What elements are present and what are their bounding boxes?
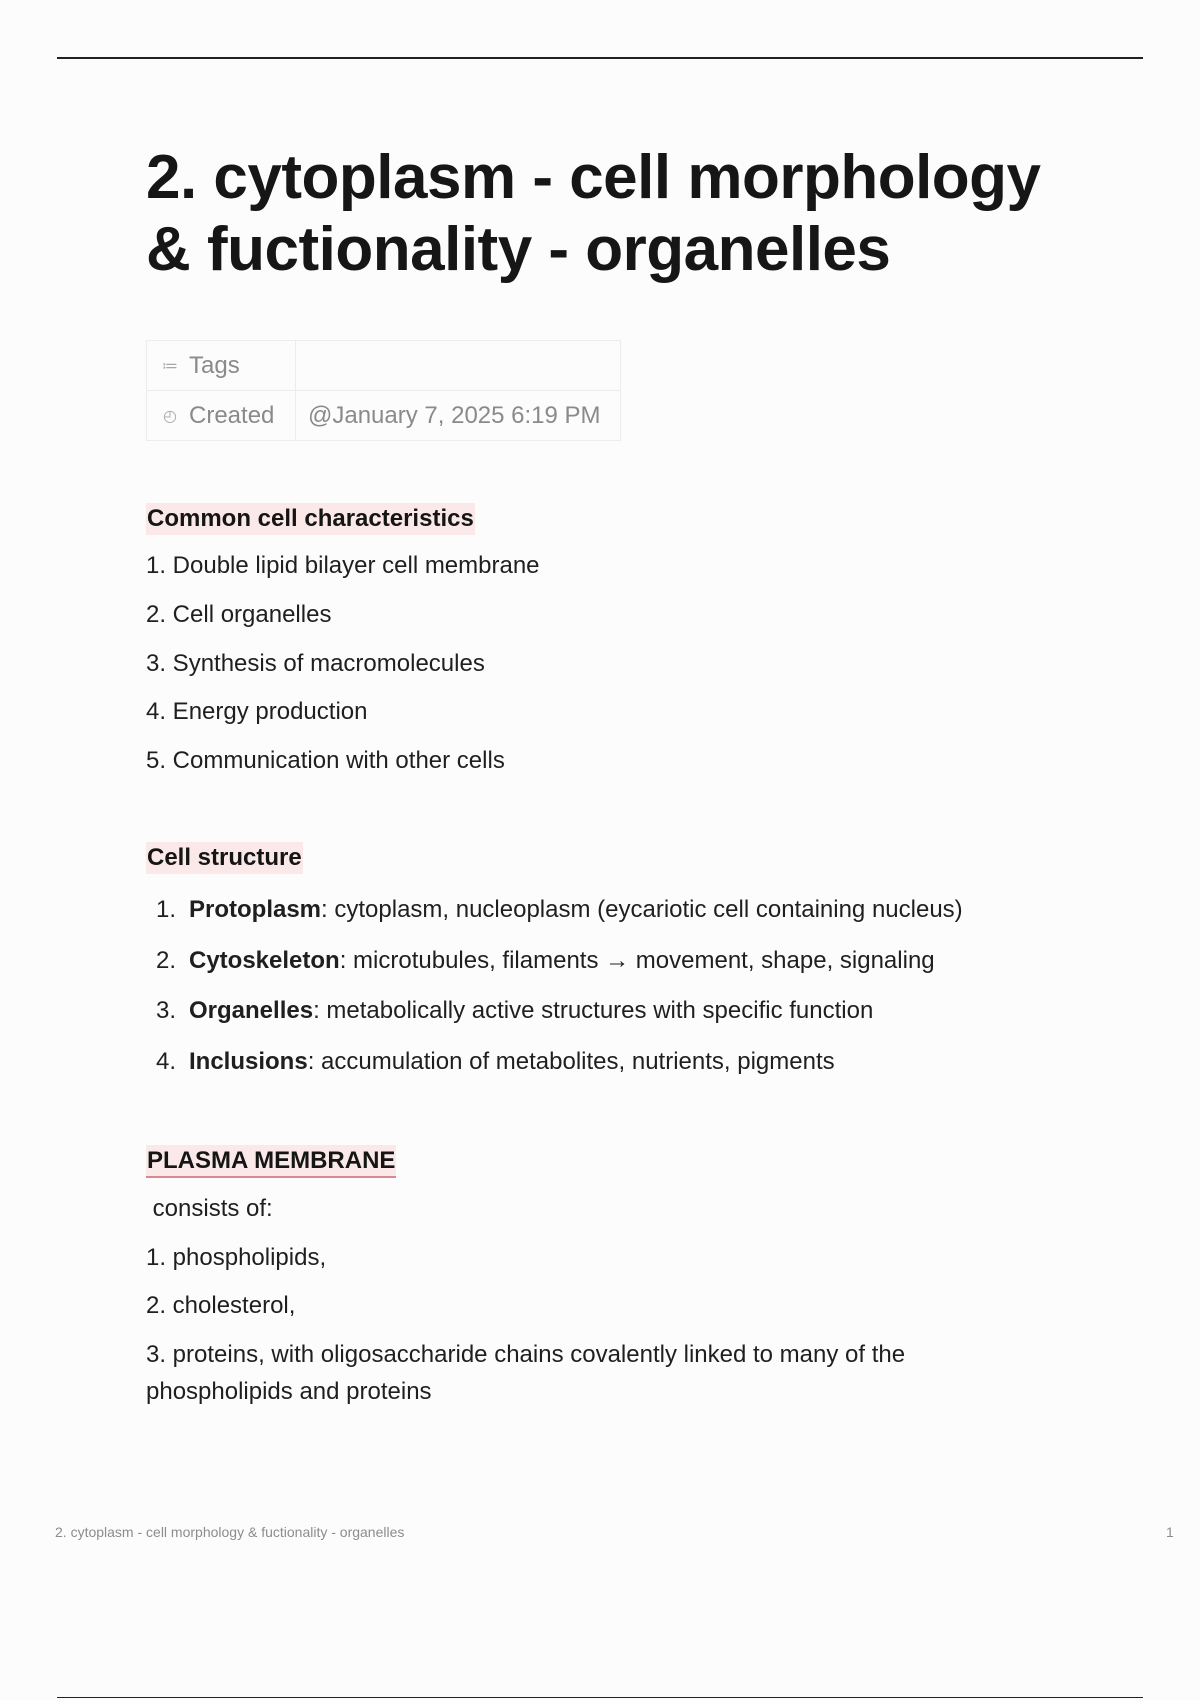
structure-term: Protoplasm (189, 896, 322, 923)
footer-title: 2. cytoplasm - cell morphology & fuctionality - organelles (55, 1524, 405, 1540)
bottom-divider (57, 1697, 1143, 1698)
list-item: 3. Synthesis of macromolecules (146, 650, 485, 677)
heading-cell-structure: Cell structure (146, 842, 303, 874)
plasma-intro: consists of: (146, 1195, 273, 1222)
list-item: 2. cholesterol, (146, 1292, 296, 1319)
structure-item: 2. Cytoskeleton: microtubules, filaments → movement, shape, signaling (156, 947, 935, 974)
property-row-tags[interactable] (147, 341, 621, 391)
list-item: 2. Cell organelles (146, 601, 332, 628)
structure-term: Cytoskeleton (189, 947, 340, 974)
heading-common-cell-characteristics: Common cell characteristics (146, 503, 475, 535)
structure-item: 3. Organelles: metabolically active structures with specific function (156, 997, 874, 1024)
page-title: 2. cytoplasm - cell morphology & fuctionality - organelles (146, 143, 1041, 284)
properties-table (146, 340, 621, 441)
clock-icon: ◴ (163, 408, 177, 426)
property-key-created: ◴ Created (147, 391, 296, 441)
list-item: 3. proteins, with oligosaccharide chains covalently linked to many of the phospholipids and proteins (146, 1341, 906, 1405)
property-key-tags: ≔ Tags (147, 341, 296, 391)
property-value-tags[interactable] (296, 341, 621, 391)
list-item: 1. Double lipid bilayer cell membrane (146, 552, 540, 579)
list-item: 5. Communication with other cells (146, 747, 505, 774)
list-icon: ≔ (162, 358, 178, 376)
structure-item: 1. Protoplasm: cytoplasm, nucleoplasm (eycariotic cell containing nucleus) (156, 896, 963, 923)
property-row-created[interactable] (147, 391, 621, 441)
structure-term: Inclusions (189, 1048, 308, 1075)
list-item: 4. Energy production (146, 698, 368, 725)
property-value-created[interactable]: @January 7, 2025 6:19 PM (296, 391, 621, 441)
list-item: 1. phospholipids, (146, 1244, 327, 1271)
heading-plasma-membrane: PLASMA MEMBRANE (146, 1145, 396, 1178)
structure-item: 4. Inclusions: accumulation of metabolites, nutrients, pigments (156, 1048, 835, 1075)
structure-term: Organelles (189, 997, 314, 1024)
footer-page-number: 1 (1166, 1524, 1174, 1540)
top-divider (57, 57, 1143, 59)
